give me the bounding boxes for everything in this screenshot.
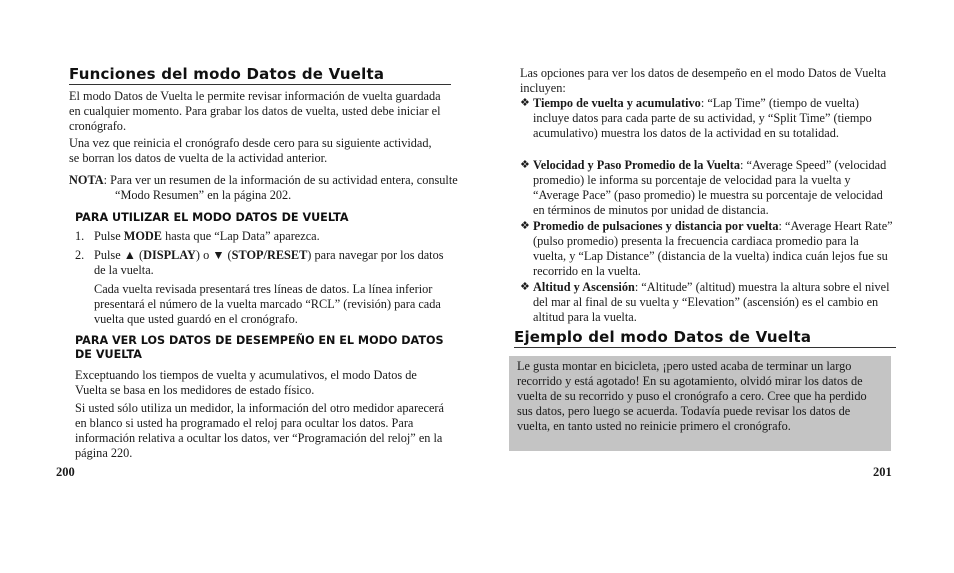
step-1-number: 1. (75, 229, 85, 243)
bullet-4-term: Altitud y Ascensión (533, 280, 635, 294)
step-1-key: MODE (123, 229, 162, 243)
left-note (69, 173, 480, 203)
step-1 (75, 229, 447, 244)
bullet-1-icon: ❖ (520, 97, 530, 109)
step-1-text-a: Pulse (94, 229, 124, 243)
left-page-number: 200 (56, 465, 75, 479)
bullet-2 (520, 158, 894, 218)
example-box (509, 356, 891, 451)
bullet-3-text: : “Average Heart Rate” (pulso promedio) presenta la frecuencia cardiaca promedio para la vuelta, y “Lap Distance” (distancia de la vuelta) indica cuán lejos fue su recorrido en la vuelta. (533, 219, 893, 278)
bullet-4-icon: ❖ (520, 281, 530, 293)
bullet-1 (520, 96, 894, 141)
left-intro-2: Una vez que reinicia el cronógrafo desde cero para su siguiente actividad, se borran los datos de vuelta de la actividad anterior. (69, 136, 432, 165)
note-label: NOTA (69, 173, 104, 187)
step-1-text-c: hasta que “Lap Data” aparezca. (162, 229, 320, 243)
bullet-3-term: Promedio de pulsaciones y distancia por vuelta (533, 219, 779, 233)
right-heading: Ejemplo del modo Datos de Vuelta (514, 328, 896, 348)
right-page-number: 201 (873, 465, 892, 479)
bullet-1-text: : “Lap Time” (tiempo de vuelta) incluye datos para cada parte de su actividad, y “Split Time” (tiempo acumulativo) muestra los datos de la actividad en su totalidad. (533, 96, 872, 140)
bullet-2-term: Velocidad y Paso Promedio de la Vuelta (533, 158, 741, 172)
bullet-2-icon: ❖ (520, 159, 530, 171)
step-2-number: 2. (75, 248, 85, 262)
step-2-key-stop: STOP/RESET (231, 248, 308, 262)
bullet-3-icon: ❖ (520, 220, 530, 232)
right-intro: Las opciones para ver los datos de desempeño en el modo Datos de Vuelta incluyen: (520, 66, 887, 95)
step-2-extra: Cada vuelta revisada presentará tres líneas de datos. La línea inferior presentará el número de la vuelta marcado “RCL” (revisión) para cada vuelta que usted guardó en el cronógrafo. (94, 282, 441, 326)
left-para-4: Si usted sólo utiliza un medidor, la información del otro medidor aparecerá en blanco si usted ha programado el reloj para ocultar los datos. Para información relativa a ocultar los datos, ver “Programación del reloj” en la página 220. (75, 401, 444, 460)
left-subheading-1: PARA UTILIZAR EL MODO DATOS DE VUELTA (75, 211, 349, 224)
left-intro-1: El modo Datos de Vuelta le permite revisar información de vuelta guardada en cualquier momento. Para grabar los datos de vuelta, usted debe iniciar el cronógrafo. (69, 89, 441, 133)
bullet-4 (520, 280, 894, 325)
bullet-3 (520, 219, 894, 279)
bullet-4-text: : “Altitude” (altitud) muestra la altura sobre el nivel del mar al final de su vuelta y “Elevation” (ascensión) es el cambio en altitud para la vuelta. (533, 280, 890, 324)
step-2 (75, 248, 447, 278)
step-2-text-c: ) o ▼ ( (195, 248, 232, 262)
example-text: Le gusta montar en bicicleta, ¡pero usted acaba de terminar un largo recorrido y está agotado! En su agotamiento, olvidó mirar los datos de vuelta de su recorrido y puso el cronógrafo a cero. Cree que ha perdido sus datos, pero luego se acuerda. Todavía puede revisar los datos de vuelta, en tanto usted no reinicie primero el cronógrafo. (517, 359, 867, 433)
left-subheading-2: PARA VER LOS DATOS DE DESEMPEÑO EN EL MODO DATOS DE VUELTA (75, 334, 444, 361)
bullet-2-text: : “Average Speed” (velocidad promedio) le informa su porcentaje de velocidad para la vuelta y “Average Pace” (paso promedio) le muestra su porcentaje de velocidad en términos de minutos por unidad de distancia. (533, 158, 887, 217)
left-heading: Funciones del modo Datos de Vuelta (69, 65, 451, 85)
step-2-key-display: DISPLAY (143, 248, 196, 262)
bullet-1-term: Tiempo de vuelta y acumulativo (533, 96, 701, 110)
step-2-text-a: Pulse ▲ ( (94, 248, 144, 262)
step-2-text-e: ) para navegar por los datos de la vuelta. (94, 248, 444, 277)
note-text: : Para ver un resumen de la información de su actividad entera, consulte “Modo Resumen” en la página 202. (103, 173, 458, 202)
left-para-3: Exceptuando los tiempos de vuelta y acumulativos, el modo Datos de Vuelta se basa en los medidores de estado físico. (75, 368, 417, 397)
